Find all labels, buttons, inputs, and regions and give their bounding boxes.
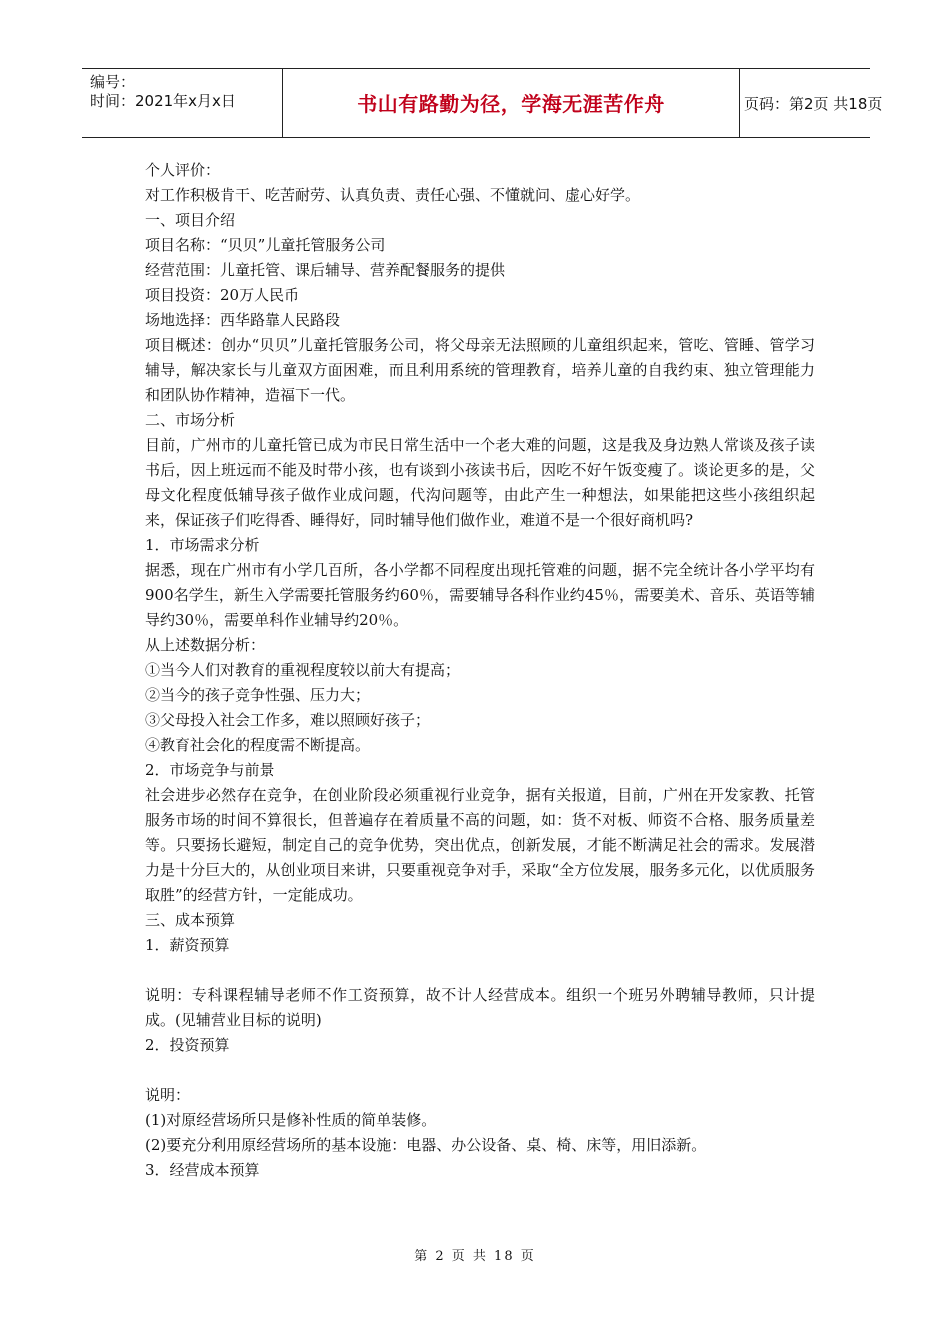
subsection-heading: 2．市场竞争与前景 [145,761,275,779]
list-item: ①当今人们对教育的重视程度较以前大有提高； [145,661,461,679]
list-item: (2)要充分利用原经营场所的基本设施：电器、办公设备、桌、椅、床等，用旧添新。 [145,1136,707,1154]
page-header [82,68,883,138]
subsection-heading: 1．薪资预算 [145,936,230,954]
page-footer: 第 2 页 共 18 页 [414,1249,536,1264]
subsection-heading: 1．市场需求分析 [145,536,260,554]
list-item: (1)对原经营场所只是修补性质的简单装修。 [145,1111,437,1129]
subsection-heading: 3．经营成本预算 [145,1161,260,1179]
section-heading: 二、市场分析 [145,411,236,429]
header-page-label: 页码：第2页 共18页 [744,95,883,113]
doc-date-label: 时间：2021年x月x日 [90,92,236,110]
paragraph: 经营范围：儿童托管、课后辅导、营养配餐服务的提供 [145,261,506,279]
section-heading: 三、成本预算 [145,911,236,929]
paragraph: 项目名称：“贝贝”儿童托管服务公司 [145,236,386,254]
section-heading: 一、项目介绍 [145,211,236,229]
paragraph: 社会进步必然存在竞争，在创业阶段必须重视行业竞争，据有关报道，目前，广州在开发家教、托管服务市场的时间不算很长，但普遍存在着质量不高的问题，如：货不对板、师资不合格、服务质量差等。只要扬长避短，制定自己的竞争优势，突出优点，创新发展，才能不断满足社会的需求。发展潜力是十分巨大的，从创业项目来讲，只要重视竞争对手，采取“全方位发展，服务多元化，以优质服务取胜”的经营方针，一定能成功。 [145,786,815,904]
paragraph: 从上述数据分析： [145,636,266,654]
document-body [145,158,815,1183]
header-motto-cell [282,69,740,137]
paragraph: 场地选择：西华路靠人民路段 [145,311,341,329]
paragraph: 对工作积极肯干、吃苦耐劳、认真负责、责任心强、不懂就问、虚心好学。 [145,186,641,204]
paragraph: 据悉，现在广州市有小学几百所，各小学都不同程度出现托管难的问题，据不完全统计各小学平均有900名学生，新生入学需要托管服务约60％，需要辅导各科作业约45％，需要美术、音乐、英语等辅导约30％，需要单科作业辅导约20％。 [145,561,815,629]
blank-space [145,1058,815,1083]
subsection-heading: 2．投资预算 [145,1036,230,1054]
list-item: ②当今的孩子竞争性强、压力大； [145,686,371,704]
paragraph: 项目概述：创办“贝贝”儿童托管服务公司，将父母亲无法照顾的儿童组织起来，管吃、管睡、管学习辅导，解决家长与儿童双方面困难，而且利用系统的管理教育，培养儿童的自我约束、独立管理能力和团队协作精神，造福下一代。 [145,336,815,404]
header-meta-cell [82,69,282,137]
doc-number-label: 编号： [90,73,136,91]
list-item: ③父母投入社会工作多，难以照顾好孩子； [145,711,431,729]
paragraph: 说明： [145,1086,191,1104]
paragraph: 目前，广州市的儿童托管已成为市民日常生活中一个老大难的问题，这是我及身边熟人常谈及孩子读书后，因上班远而不能及时带小孩，也有谈到小孩读书后，因吃不好午饭变瘦了。谈论更多的是，父母文化程度低辅导孩子做作业成问题，代沟问题等，由此产生一种想法，如果能把这些小孩组织起来，保证孩子们吃得香、睡得好，同时辅导他们做作业，难道不是一个很好商机吗? [145,436,815,529]
list-item: ④教育社会化的程度需不断提高。 [145,736,371,754]
header-motto: 书山有路勤为径，学海无涯苦作舟 [357,92,665,116]
paragraph: 个人评价： [145,161,221,179]
paragraph: 项目投资：20万人民币 [145,286,300,304]
paragraph: 说明：专科课程辅导老师不作工资预算，故不计人经营成本。组织一个班另外聘辅导教师，只计提成。(见辅营业目标的说明) [145,986,815,1029]
blank-space [145,958,815,983]
header-page-cell [738,69,883,137]
